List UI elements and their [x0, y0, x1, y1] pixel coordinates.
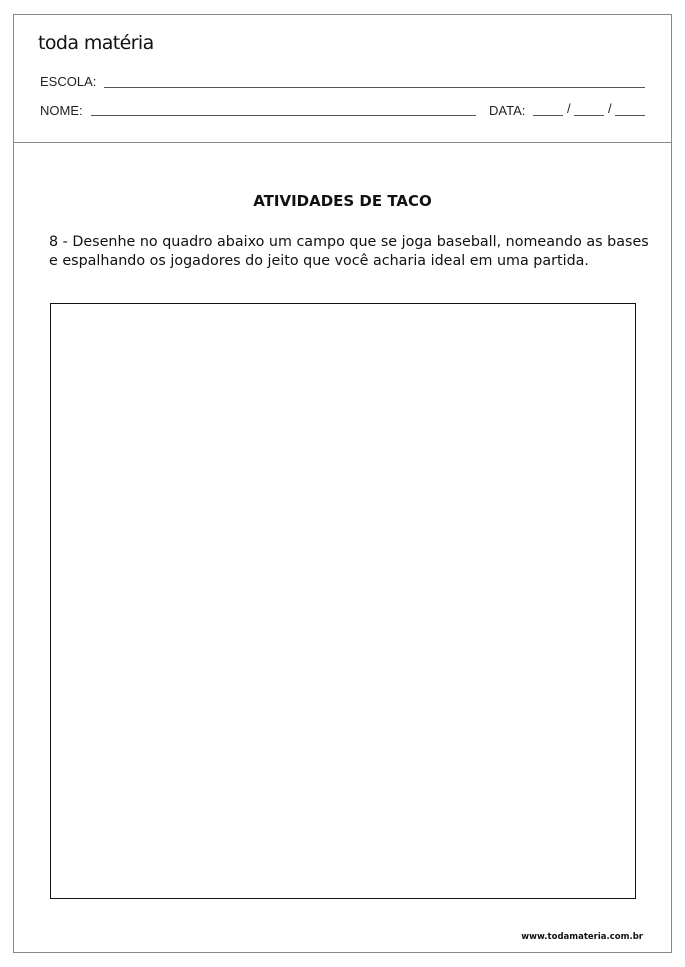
date-label: DATA: [489, 103, 526, 118]
date-separator: / [567, 101, 571, 116]
date-day-field[interactable] [533, 115, 563, 116]
school-field[interactable] [104, 87, 645, 88]
header-divider [13, 142, 672, 143]
name-label: NOME: [40, 103, 83, 118]
date-separator: / [608, 101, 612, 116]
footer-url: www.todamateria.com.br [521, 932, 643, 942]
name-field[interactable] [91, 115, 476, 116]
logo: toda matéria [38, 32, 154, 54]
date-month-field[interactable] [574, 115, 604, 116]
page-title: ATIVIDADES DE TACO [253, 192, 432, 210]
drawing-box[interactable] [50, 303, 636, 899]
question-text: 8 - Desenhe no quadro abaixo um campo que se joga baseball, nomeando as bases e espalhando os jogadores do jeito que você acharia ideal em uma partida. [49, 234, 649, 269]
date-year-field[interactable] [615, 115, 645, 116]
school-label: ESCOLA: [40, 74, 97, 89]
